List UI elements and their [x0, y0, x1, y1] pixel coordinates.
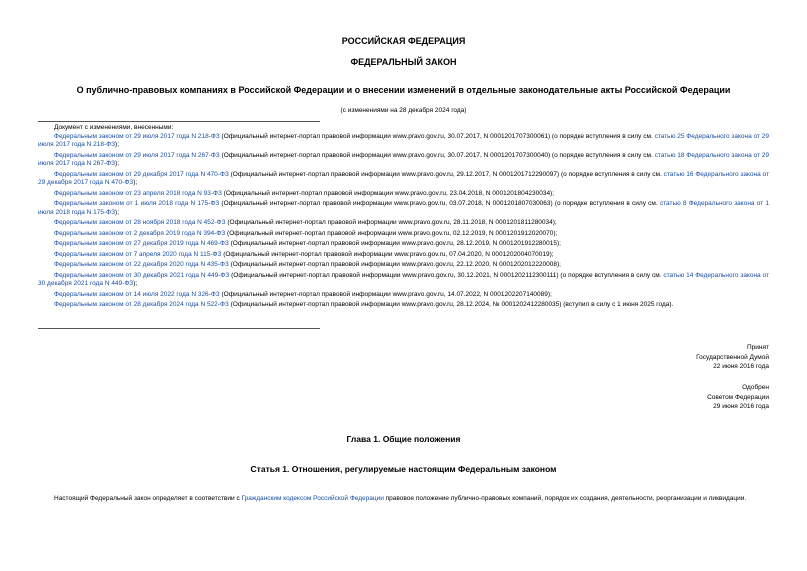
- document-title: О публично-правовых компаниях в Российской Федерации и о внесении изменений в отдельные законодательные акты Российской Федерации: [76, 85, 731, 95]
- amending-law-link[interactable]: Федеральным законом от 2 декабря 2019 года N 394-ФЗ: [54, 229, 226, 237]
- amending-law-link[interactable]: Федеральным законом от 27 декабря 2019 года N 469-ФЗ: [54, 240, 229, 247]
- change-item: [38, 291, 769, 300]
- body-text-after: правовое положение публично-правовых компаний, порядок их создания, деятельности, реорганизации и ликвидации.: [383, 495, 747, 502]
- entry-into-force-article-link[interactable]: статью 16 Федерального закона от 29 декабря 2017 года N 470-ФЗ: [38, 170, 770, 186]
- change-publication-text: (Официальный интернет-портал правовой информации www.pravo.gov.ru, 28.12.2019, N 0001201912280015);: [228, 240, 561, 247]
- change-publication-text: (Официальный интернет-портал правовой информации www.pravo.gov.ru, 30.07.2017, N 0001201707300061) (о порядке вступления в силу см.: [219, 132, 655, 140]
- amending-law-link[interactable]: Федеральным законом от 30 декабря 2021 года N 449-ФЗ: [54, 271, 230, 279]
- amending-law-link[interactable]: Федеральным законом от 29 июля 2017 года N 267-ФЗ: [54, 151, 220, 159]
- chapter-heading: Глава 1. Общие положения: [346, 434, 461, 444]
- change-item: [38, 240, 769, 249]
- change-item: [38, 272, 769, 289]
- amending-law-link[interactable]: Федеральным законом от 23 апреля 2018 года N 93-ФЗ: [54, 189, 222, 197]
- change-item: [38, 301, 769, 310]
- change-publication-text: (Официальный интернет-портал правовой информации www.pravo.gov.ru, 23.04.2018, N 0001201804230034);: [221, 189, 555, 197]
- civil-code-link[interactable]: Гражданским кодексом Российской Федерации: [241, 495, 384, 502]
- change-item: [38, 133, 769, 150]
- change-item: [38, 190, 769, 199]
- change-publication-text: (Официальный интернет-портал правовой информации www.pravo.gov.ru, 03.07.2018, N 0001201807030063) (о порядке вступления в силу см.: [219, 200, 660, 207]
- change-tail-text: );: [133, 280, 138, 287]
- approved-body: Советом Федерации: [707, 393, 769, 401]
- change-tail-text: );: [115, 208, 120, 216]
- country-heading: РОССИЙСКАЯ ФЕДЕРАЦИЯ: [341, 36, 466, 46]
- body-text-before: Настоящий Федеральный закон определяет в соответствии с: [54, 495, 242, 502]
- changes-intro: Документ с изменениями, внесенными:: [54, 124, 174, 131]
- change-item: [38, 230, 769, 239]
- approved-block: [569, 383, 769, 412]
- accepted-body: Государственной Думой: [696, 353, 769, 361]
- amending-law-link[interactable]: Федеральным законом от 29 июля 2017 года N 218-ФЗ: [54, 132, 220, 140]
- document-type-heading: ФЕДЕРАЛЬНЫЙ ЗАКОН: [350, 57, 457, 67]
- change-tail-text: );: [115, 160, 120, 167]
- change-publication-text: (Официальный интернет-портал правовой информации www.pravo.gov.ru, 30.07.2017, N 0001201707300040) (о порядке вступления в силу см.: [219, 151, 655, 159]
- amending-law-link[interactable]: Федеральным законом от 7 апреля 2020 года N 115-ФЗ: [54, 250, 222, 258]
- entry-into-force-article-link[interactable]: статью 8 Федерального закона от 1 июля 2018 года N 175-ФЗ: [38, 200, 769, 216]
- amending-law-link[interactable]: Федеральным законом от 22 декабря 2020 года N 435-ФЗ: [54, 261, 229, 268]
- change-publication-text: (Официальный интернет-портал правовой информации www.pravo.gov.ru, 28.11.2018, N 0001201811280034);: [225, 219, 557, 226]
- entry-into-force-article-link[interactable]: статью 25 Федерального закона от 29 июля 2017 года N 218-ФЗ: [38, 132, 770, 148]
- accepted-date: 22 июня 2016 года: [713, 363, 769, 370]
- entry-into-force-article-link[interactable]: статью 18 Федерального закона от 29 июля 2017 года N 267-ФЗ: [38, 151, 770, 167]
- change-tail-text: );: [115, 141, 120, 148]
- change-item: [38, 261, 769, 270]
- amending-law-link[interactable]: Федеральным законом от 28 декабря 2024 года N 522-ФЗ: [54, 301, 229, 308]
- change-item: [38, 251, 769, 260]
- change-publication-text: (Официальный интернет-портал правовой информации www.pravo.gov.ru, 02.12.2019, N 0001201912020070);: [225, 229, 558, 237]
- change-publication-text: (Официальный интернет-портал правовой информации www.pravo.gov.ru, 22.12.2020, N 0001202012220008);: [228, 261, 561, 268]
- change-publication-text: (Официальный интернет-портал правовой информации www.pravo.gov.ru, 28.12.2024, № 0001202412280035) (вступил в силу с 1 июня 2025 года).: [228, 301, 674, 308]
- changes-bottom-rule: [38, 328, 320, 329]
- approved-date: 29 июня 2016 года: [713, 403, 769, 410]
- article-heading: Статья 1. Отношения, регулируемые настоящим Федеральным законом: [250, 464, 557, 474]
- change-publication-text: (Официальный интернет-портал правовой информации www.pravo.gov.ru, 29.12.2017, N 0001201712290097) (о порядке вступления в силу см.: [228, 170, 664, 178]
- changes-block: [38, 124, 769, 312]
- accepted-block: [569, 343, 769, 372]
- changes-top-rule: [38, 121, 320, 122]
- change-item: [38, 171, 769, 188]
- amending-law-link[interactable]: Федеральным законом от 28 ноября 2018 года N 452-ФЗ: [54, 219, 226, 226]
- amending-law-link[interactable]: Федеральным законом от 29 декабря 2017 года N 470-ФЗ: [54, 170, 229, 178]
- amending-law-link[interactable]: Федеральным законом от 1 июля 2018 года N 175-ФЗ: [54, 200, 220, 207]
- change-item: [38, 200, 769, 217]
- change-item: [38, 152, 769, 169]
- change-item: [38, 219, 769, 228]
- changes-list: [38, 133, 769, 310]
- change-publication-text: (Официальный интернет-портал правовой информации www.pravo.gov.ru, 30.12.2021, N 0001202112300111) (о порядке вступления в силу см.: [229, 271, 664, 279]
- amending-law-link[interactable]: Федеральным законом от 14 июля 2022 года N 326-ФЗ: [54, 290, 220, 298]
- revision-note: (с изменениями на 28 декабря 2024 года): [340, 107, 467, 114]
- entry-into-force-article-link[interactable]: статью 14 Федерального закона от 30 декабря 2021 года N 449-ФЗ: [38, 271, 769, 287]
- article-body-paragraph: [38, 494, 769, 504]
- change-publication-text: (Официальный интернет-портал правовой информации www.pravo.gov.ru, 07.04.2020, N 0001202004070019);: [221, 250, 554, 258]
- change-publication-text: (Официальный интернет-портал правовой информации www.pravo.gov.ru, 14.07.2022, N 0001202207140089);: [219, 290, 552, 298]
- change-tail-text: );: [133, 179, 138, 186]
- approved-label: Одобрен: [742, 384, 769, 391]
- accepted-label: Принят: [746, 344, 769, 351]
